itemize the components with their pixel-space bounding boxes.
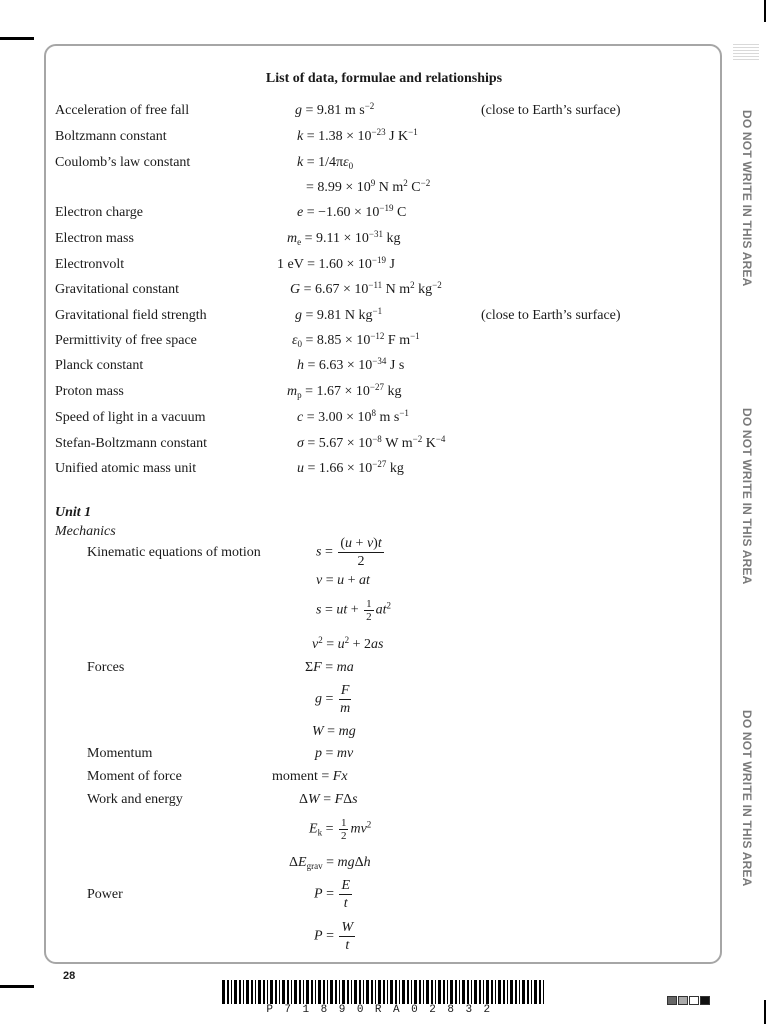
equation: $m_p = 1.67 \times 10^{-27}$ kg [287, 382, 402, 400]
unit-heading: Unit 1 [55, 505, 92, 520]
barcode-bar [414, 980, 417, 1004]
crop-mark [764, 1000, 766, 1024]
crop-mark [0, 37, 34, 40]
barcode-bar [318, 980, 321, 1004]
barcode-bar [407, 980, 409, 1004]
barcode-bar [342, 980, 345, 1004]
equation: p = mv [315, 746, 354, 761]
equation: W = mg [312, 724, 356, 739]
margin-warning: DO NOT WRITE IN THIS AREA [740, 710, 754, 887]
equation: $k = 1/4\pi\varepsilon_0$ [297, 155, 354, 171]
constant-note: (close to Earth’s surface) [481, 308, 621, 323]
barcode-bar [255, 980, 256, 1004]
constant-name: Permittivity of free space [55, 333, 197, 348]
equation: ΔW = FΔs [299, 792, 358, 807]
registration-boxes [667, 996, 710, 1005]
barcode-bar [387, 980, 388, 1004]
barcode-bar [411, 980, 412, 1004]
constant-name: Electron mass [55, 231, 134, 246]
equation: v = u + at [316, 573, 370, 588]
constant-name: Unified atomic mass unit [55, 461, 197, 476]
equation: g = 9.81 m $s^{-2}$ [295, 101, 375, 118]
constant-name: Boltzmann constant [55, 129, 167, 144]
barcode-bar [258, 980, 261, 1004]
crop-mark [0, 985, 34, 988]
topic-moment: Moment of force [87, 769, 182, 784]
barcode-bar [431, 980, 433, 1004]
equation: g = $\frac{F}{m}$ [315, 683, 351, 716]
margin-warning: DO NOT WRITE IN THIS AREA [740, 408, 754, 585]
equation: $\varepsilon_0 = 8.85 \times 10^{-12}$ F $m^{-1}$ [292, 331, 420, 349]
barcode-bar [539, 980, 541, 1004]
crop-mark [764, 0, 766, 22]
topic-work: Work and energy [87, 792, 183, 807]
barcode-bar [378, 980, 381, 1004]
equation: $h = 6.63 \times 10^{-34}$ J s [297, 356, 405, 373]
equation: moment = Fx [272, 769, 348, 784]
topic-power: Power [87, 887, 123, 902]
barcode-bar [371, 980, 373, 1004]
constant-name: Acceleration of free fall [55, 103, 190, 118]
barcode-bar [375, 980, 376, 1004]
equation: $\Delta E_{grav} = mg\Delta h$ [289, 855, 371, 871]
topic-forces: Forces [87, 660, 125, 675]
barcode-bar [491, 980, 493, 1004]
equation: $m_e = 9.11 \times 10^{-31}$ kg [287, 229, 401, 247]
page-number: 28 [63, 970, 76, 982]
constant-name: Electronvolt [55, 257, 125, 272]
barcode-bar [510, 980, 513, 1004]
barcode-bar [263, 980, 265, 1004]
equation: ΣF = ma [305, 660, 354, 675]
barcode-bar [467, 980, 469, 1004]
barcode-bar [462, 980, 465, 1004]
equation: $G = 6.67 \times 10^{-11}$ N $m^2$ $kg^{-2}$ [290, 280, 442, 297]
barcode-bar [287, 980, 289, 1004]
barcode-bar [534, 980, 537, 1004]
barcode-bar [479, 980, 481, 1004]
barcode-bar [519, 980, 520, 1004]
barcode-bar [402, 980, 405, 1004]
barcode-bar [279, 980, 280, 1004]
barcode-bar [251, 980, 253, 1004]
barcode-bar [498, 980, 501, 1004]
barcode-bar [459, 980, 460, 1004]
barcode-bar [222, 980, 225, 1004]
barcode-bar [390, 980, 393, 1004]
barcode-bar [455, 980, 457, 1004]
constant-note: (close to Earth’s surface) [481, 103, 621, 118]
barcode-bar [303, 980, 304, 1004]
barcode-bar [330, 980, 333, 1004]
barcode-bar [339, 980, 340, 1004]
barcode-bar [246, 980, 249, 1004]
barcode-bar [270, 980, 273, 1004]
barcode-bar [450, 980, 453, 1004]
barcode-bar [359, 980, 361, 1004]
topic-momentum: Momentum [87, 746, 153, 761]
barcode-bar [315, 980, 316, 1004]
barcode-bar [438, 980, 441, 1004]
barcode-bar [294, 980, 297, 1004]
barcode-bar [419, 980, 421, 1004]
constant-name: Electron charge [55, 205, 143, 220]
barcode-bar [306, 980, 309, 1004]
margin-stripe [733, 44, 759, 60]
barcode-bar [275, 980, 277, 1004]
barcode-bar [299, 980, 301, 1004]
equation: $E_k$ = $\frac{1}{2}$ $mv^2$ [309, 817, 372, 842]
barcode-bar [423, 980, 424, 1004]
barcode-bar [531, 980, 532, 1004]
barcode-bar [435, 980, 436, 1004]
barcode-bar [323, 980, 325, 1004]
barcode-bar [363, 980, 364, 1004]
barcode-bar [522, 980, 525, 1004]
barcode-bar [507, 980, 508, 1004]
equation: $u = 1.66 \times 10^{-27}$ kg [297, 459, 404, 476]
barcode-bar [447, 980, 448, 1004]
barcode-bar [503, 980, 505, 1004]
barcode-bar [239, 980, 241, 1004]
constant-name: Stefan-Boltzmann constant [55, 436, 208, 451]
barcode-icon [222, 980, 546, 1004]
barcode-bar [234, 980, 237, 1004]
barcode-bar [267, 980, 268, 1004]
barcode-bar [227, 980, 229, 1004]
barcode-bar [483, 980, 484, 1004]
barcode-bar [399, 980, 400, 1004]
barcode-bar [335, 980, 337, 1004]
barcode-bar [354, 980, 357, 1004]
equation: $c = 3.00 \times 10^8$ m $s^{-1}$ [297, 408, 409, 425]
barcode-bar [347, 980, 349, 1004]
constant-name: Proton mass [55, 384, 124, 399]
equation: P = $\frac{W}{t}$ [314, 920, 354, 953]
barcode-bar [231, 980, 232, 1004]
topic-kinematic: Kinematic equations of motion [87, 545, 261, 560]
constant-name: Gravitational field strength [55, 308, 207, 323]
equation: $v^2 = u^2 + 2as$ [312, 635, 384, 652]
barcode-bar [495, 980, 496, 1004]
constant-name: Speed of light in a vacuum [55, 410, 206, 425]
barcode-bar [443, 980, 445, 1004]
barcode-bar [282, 980, 285, 1004]
equation: = $8.99 \times 10^9$ N $m^2$ $C^{-2}$ [306, 178, 431, 195]
barcode-bar [351, 980, 352, 1004]
barcode-bar [311, 980, 313, 1004]
equation: $\sigma = 5.67 \times 10^{-8}$ W $m^{-2}$ $K^{-4}$ [297, 434, 446, 451]
barcode-bar [471, 980, 472, 1004]
constant-name: Gravitational constant [55, 282, 180, 297]
barcode-bar [527, 980, 529, 1004]
equation: g = 9.81 N $kg^{-1}$ [295, 306, 383, 323]
barcode-bar [291, 980, 292, 1004]
equation: $e = -1.60 \times 10^{-19}$ C [297, 203, 407, 220]
barcode-bar [426, 980, 429, 1004]
page-title: List of data, formulae and relationships [265, 71, 503, 86]
constant-name: Planck constant [55, 358, 144, 373]
barcode-bar [474, 980, 477, 1004]
section-heading: Mechanics [55, 524, 116, 539]
constant-name: Coulomb’s law constant [55, 155, 191, 170]
barcode-bar [486, 980, 489, 1004]
barcode-bar [383, 980, 385, 1004]
equation: 1 eV = $1.60 \times 10^{-19}$ J [277, 255, 395, 272]
barcode-bar [543, 980, 544, 1004]
barcode-bar [327, 980, 328, 1004]
barcode-bar [366, 980, 369, 1004]
equation: P = $\frac{E}{t}$ [314, 878, 351, 911]
barcode-bar [395, 980, 397, 1004]
equation: s = ut + $\frac{1}{2}$ $at^2$ [316, 598, 392, 623]
barcode-number: P71890RA02832 [266, 1004, 502, 1016]
barcode-bar [515, 980, 517, 1004]
equation: $k = 1.38 \times 10^{-23}$ J $K^{-1}$ [297, 127, 418, 144]
barcode-bar [243, 980, 244, 1004]
margin-warning: DO NOT WRITE IN THIS AREA [740, 110, 754, 287]
equation: s = $\frac{(u + v)t}{2}$ [316, 536, 382, 569]
